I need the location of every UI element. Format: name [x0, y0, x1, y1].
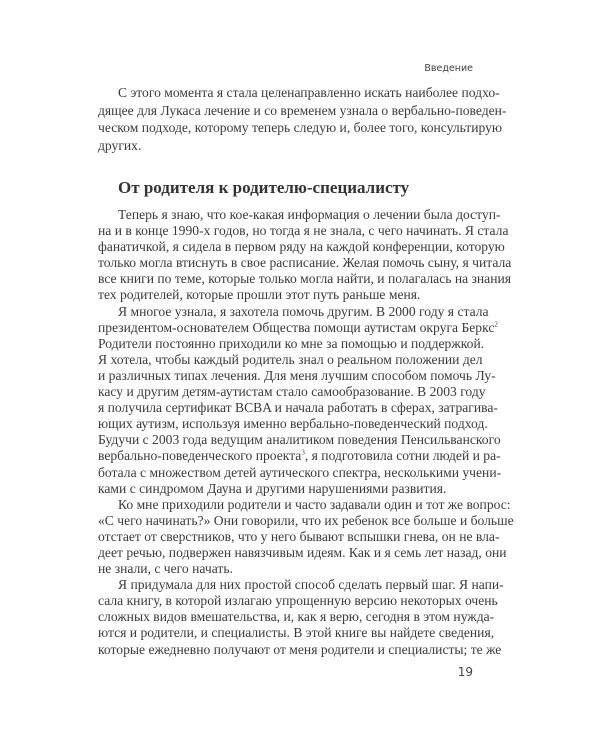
text-line-content: президентом-основателем Общества помощи аутистам округа Беркс — [98, 319, 495, 335]
text-line: которые ежедневно получают от меня родители и специалисты; те же — [98, 641, 502, 657]
text-line: Ко мне приходили родители и часто задавали один и тот же вопрос: — [118, 496, 511, 512]
text-line: отстает от сверстников, что у него бывают вспышки гнева, он не вла- — [98, 528, 500, 544]
text-line: Будучи с 2003 года ведущим аналитиком поведения Пенсильванского — [98, 432, 501, 448]
text-line: «С чего начинать?» Они говорили, что их ребенок все больше и больше — [98, 512, 514, 528]
running-head: Введение — [424, 63, 473, 74]
footnote-ref: 2 — [494, 320, 498, 329]
text-line: только могла втиснуть в свое расписание. Желая помочь сыну, я читала — [98, 255, 512, 271]
text-line: и различных типах лечения. Для меня лучшим способом помочь Лу- — [98, 367, 496, 383]
text-line: касу и другим детям-аутистам стало самообразование. В 2003 году — [98, 384, 486, 400]
text-line-content: вербально-поведенческого проекта — [98, 448, 302, 464]
text-line: тех родителей, которые прошли этот путь раньше меня. — [98, 287, 421, 303]
text-line: Родители постоянно приходили ко мне за помощью и поддержкой. — [98, 335, 485, 351]
text-line: сала книгу, в которой излагаю упрощенную версию некоторых очень — [98, 593, 498, 609]
text-line: фанатичкой, я сидела в первом ряду на каждой конференции, которую — [98, 239, 505, 255]
text-line: все книги по теме, которые только могла найти, и полагалась на знания — [98, 271, 512, 287]
text-line: сложных видов вмешательства, и, как я верю, сегодня в этом нужда- — [98, 609, 495, 625]
footnote-ref: 3 — [301, 448, 305, 457]
text-line-content: , я подготовила сотни людей и ра- — [304, 448, 501, 464]
text-line: других. — [98, 137, 142, 153]
text-line: ются и родители, и специалисты. В этой книге вы найдете сведения, — [98, 625, 495, 641]
section-heading: От родителя к родителю-специалисту — [118, 178, 410, 197]
text-line: на и в конце 1990-х годов, но тогда я не знала, с чего начинать. Я стала — [98, 223, 509, 239]
page-number: 19 — [457, 665, 473, 679]
text-line: Я придумала для них простой способ сделать первый шаг. Я напи- — [118, 577, 504, 593]
text-line: не знали, с чего начать. — [98, 561, 233, 577]
text-line: Я многое узнала, я захотела помочь другим. В 2000 году я стала — [118, 303, 489, 319]
text-line: ками с синдромом Дауна и другими нарушениями развития. — [98, 480, 447, 496]
text-line — [98, 448, 501, 464]
text-line: дящее для Лукаса лечение и со временем узнала о вербально-поведен- — [98, 102, 507, 118]
body-text — [98, 207, 514, 658]
text-line: Теперь я знаю, что кое-какая информация о лечении была доступ- — [118, 207, 501, 222]
text-line: ческом подходе, которому теперь следую и, более того, консультирую — [98, 120, 503, 136]
text-line: С этого момента я стала целенаправленно искать наиболее подхо- — [118, 85, 500, 100]
paragraph-intro — [98, 84, 507, 154]
text-line: ющих аутизм, используя именно вербально-поведенческий подход. — [98, 416, 488, 432]
text-line: Я хотела, чтобы каждый родитель знал о реальном положении дел — [98, 351, 483, 367]
text-line — [98, 319, 498, 336]
text-line: ботала с множеством детей аутического спектра, несколькими учени- — [98, 464, 502, 480]
text-line: я получила сертификат BCBA и начала работать в сферах, затрагива- — [98, 400, 498, 416]
text-line: деет речью, подвержен навязчивым идеям. Как и я семь лет назад, они — [98, 544, 507, 560]
